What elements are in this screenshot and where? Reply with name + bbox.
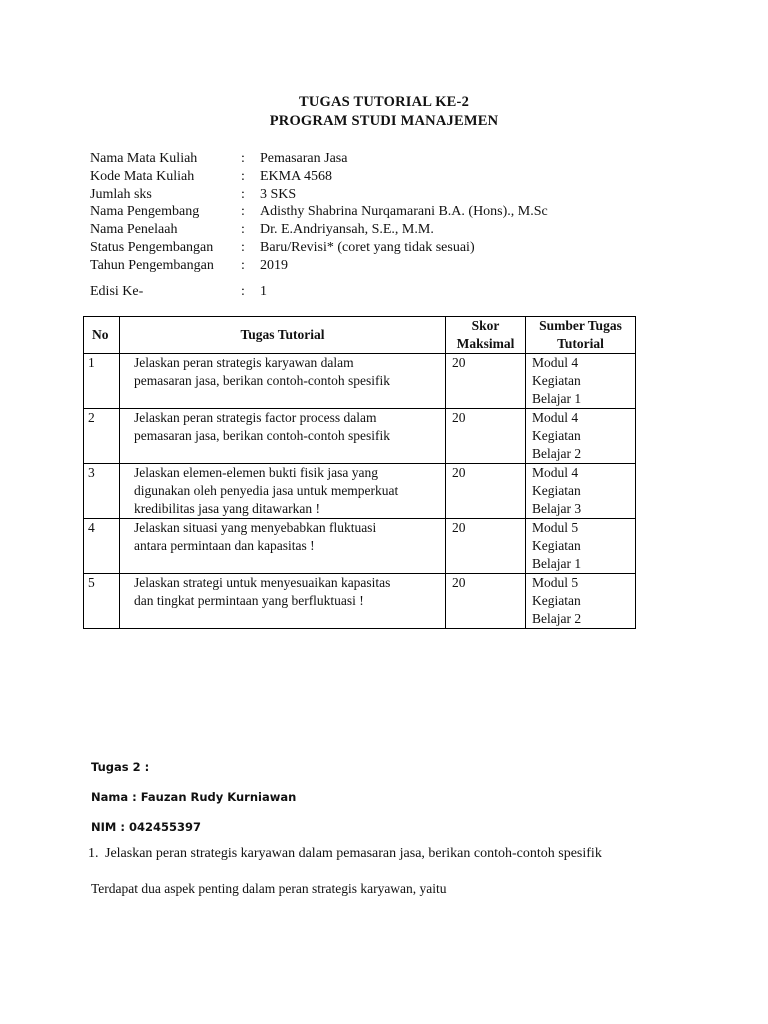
question-number: 1. — [88, 846, 99, 861]
sumber-line: Belajar 2 — [532, 611, 582, 626]
cell-sumber — [526, 574, 636, 629]
tugas-line: digunakan oleh penyedia jasa untuk memperkuat — [134, 483, 399, 498]
tugas-line: kredibilitas jasa yang ditawarkan ! — [134, 501, 320, 516]
sumber-line: Modul 4 — [532, 355, 579, 370]
sumber-line: Kegiatan — [532, 483, 581, 498]
info-colon: : — [241, 151, 245, 166]
sumber-line: Modul 4 — [532, 465, 579, 480]
document-title: TUGAS TUTORIAL KE-2 — [298, 94, 470, 110]
answer-heading: Tugas 2 : — [91, 760, 150, 774]
tugas-line: Jelaskan strategi untuk menyesuaikan kapasitas — [134, 575, 391, 590]
sumber-line: Belajar 3 — [532, 501, 582, 516]
info-colon: : — [241, 186, 245, 202]
header-skor-line2: Maksimal — [456, 336, 515, 351]
cell-skor: 20 — [446, 354, 526, 409]
info-value: Baru/Revisi* (coret yang tidak sesuai) — [260, 239, 475, 255]
header-no: No — [84, 317, 120, 354]
info-value: 3 SKS — [260, 186, 297, 202]
cell-tugas — [120, 354, 446, 409]
info-value: 1 — [260, 283, 267, 299]
cell-sumber — [526, 464, 636, 519]
cell-no: 4 — [84, 519, 120, 574]
tugas-line: dan tingkat permintaan yang berfluktuasi ! — [134, 593, 364, 608]
header-sumber-line1: Sumber Tugas — [539, 318, 622, 333]
task-table — [83, 316, 636, 629]
info-colon: : — [241, 257, 245, 273]
sumber-line: Kegiatan — [532, 428, 581, 443]
answer-text: Terdapat dua aspek penting dalam peran strategis karyawan, yaitu — [91, 881, 447, 896]
info-value: Adisthy Shabrina Nurqamarani B.A. (Hons)., M.Sc — [260, 204, 548, 220]
table-row — [84, 464, 636, 519]
cell-skor: 20 — [446, 409, 526, 464]
cell-sumber — [526, 354, 636, 409]
header-sumber — [526, 317, 636, 354]
tugas-line: Jelaskan elemen-elemen bukti fisik jasa yang — [134, 465, 379, 480]
info-colon: : — [241, 239, 245, 255]
info-label: Nama Mata Kuliah — [90, 151, 198, 166]
cell-skor: 20 — [446, 464, 526, 519]
header-skor — [446, 317, 526, 354]
info-value: 2019 — [260, 257, 288, 273]
cell-no: 1 — [84, 354, 120, 409]
cell-no: 3 — [84, 464, 120, 519]
sumber-line: Modul 5 — [532, 520, 579, 535]
sumber-line: Kegiatan — [532, 373, 581, 388]
tugas-line: Jelaskan peran strategis karyawan dalam — [134, 355, 354, 370]
info-label: Jumlah sks — [90, 186, 152, 202]
cell-no: 2 — [84, 409, 120, 464]
cell-sumber — [526, 409, 636, 464]
info-label: Status Pengembangan — [90, 239, 214, 255]
info-value: Pemasaran Jasa — [260, 151, 348, 166]
info-value: Dr. E.Andriyansah, S.E., M.M. — [260, 222, 434, 238]
cell-skor: 20 — [446, 574, 526, 629]
info-label: Edisi Ke- — [90, 283, 144, 299]
info-value: EKMA 4568 — [260, 168, 332, 184]
table-row — [84, 354, 636, 409]
info-label: Tahun Pengembangan — [90, 257, 214, 273]
sumber-line: Kegiatan — [532, 593, 581, 608]
tugas-line: Jelaskan situasi yang menyebabkan fluktuasi — [134, 520, 377, 535]
cell-skor: 20 — [446, 519, 526, 574]
info-label: Nama Penelaah — [90, 222, 178, 238]
header-sumber-line2: Tutorial — [557, 336, 604, 351]
sumber-line: Kegiatan — [532, 538, 581, 553]
question-1 — [88, 846, 602, 862]
student-nim: NIM : 042455397 — [91, 820, 201, 834]
tugas-line: antara permintaan dan kapasitas ! — [134, 538, 315, 553]
table-row — [84, 574, 636, 629]
cell-no: 5 — [84, 574, 120, 629]
cell-tugas — [120, 464, 446, 519]
table-header-row — [84, 317, 636, 354]
tugas-line: Jelaskan peran strategis factor process dalam — [134, 410, 377, 425]
info-label: Kode Mata Kuliah — [90, 168, 195, 184]
info-label: Nama Pengembang — [90, 204, 200, 220]
table-row — [84, 519, 636, 574]
cell-sumber — [526, 519, 636, 574]
table-row — [84, 409, 636, 464]
header-tugas: Tugas Tutorial — [120, 317, 446, 354]
info-colon: : — [241, 204, 245, 220]
cell-tugas — [120, 409, 446, 464]
cell-tugas — [120, 574, 446, 629]
sumber-line: Belajar 1 — [532, 391, 582, 406]
sumber-line: Modul 4 — [532, 410, 579, 425]
sumber-line: Belajar 1 — [532, 556, 582, 571]
tugas-line: pemasaran jasa, berikan contoh-contoh spesifik — [134, 428, 391, 443]
tugas-line: pemasaran jasa, berikan contoh-contoh spesifik — [134, 373, 391, 388]
info-colon: : — [241, 168, 245, 184]
document-subtitle: PROGRAM STUDI MANAJEMEN — [269, 113, 499, 129]
info-colon: : — [241, 283, 245, 299]
header-skor-line1: Skor — [471, 318, 500, 333]
sumber-line: Belajar 2 — [532, 446, 582, 461]
cell-tugas — [120, 519, 446, 574]
student-name: Nama : Fauzan Rudy Kurniawan — [91, 790, 297, 804]
sumber-line: Modul 5 — [532, 575, 579, 590]
question-text: Jelaskan peran strategis karyawan dalam pemasaran jasa, berikan contoh-contoh spesifik — [105, 846, 602, 861]
info-colon: : — [241, 222, 245, 238]
